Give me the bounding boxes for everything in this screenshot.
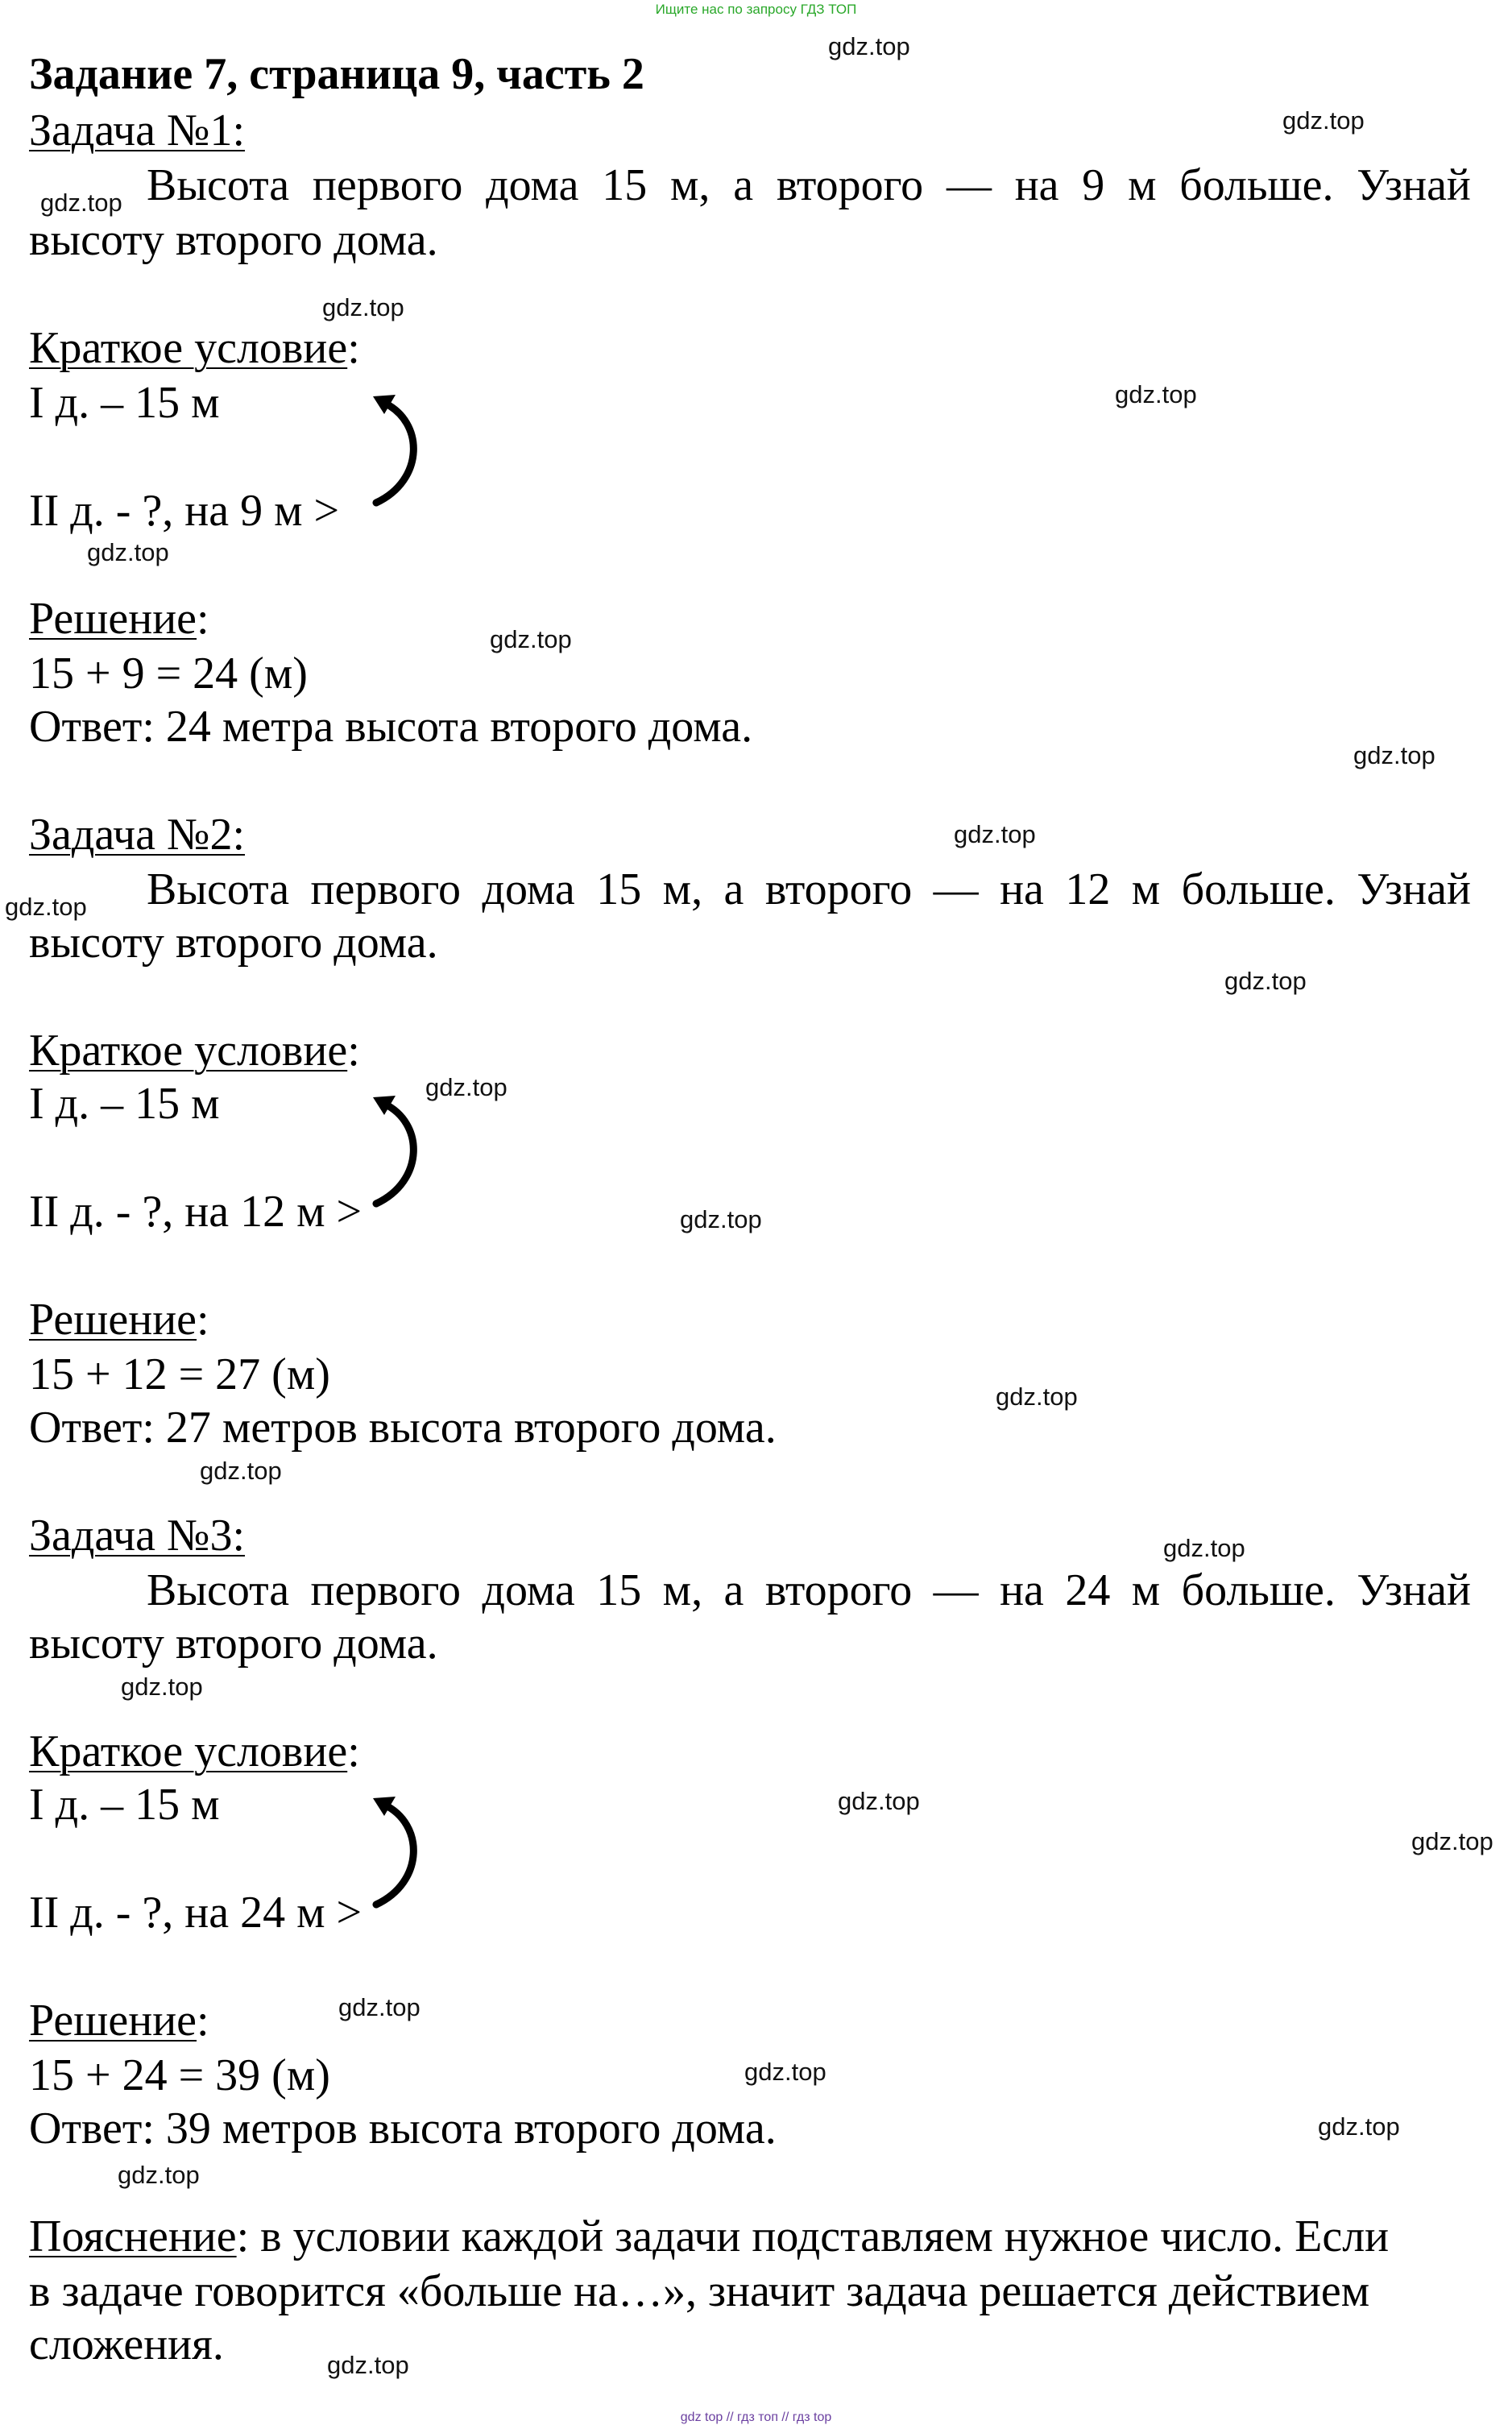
watermark: gdz.top [327,2351,409,2379]
colon: : [347,1727,360,1776]
task-1-problem-line2: высоту второго дома. [29,215,438,265]
watermark: gdz.top [1353,741,1435,769]
task-2-problem-line2: высоту второго дома. [29,918,438,968]
word: Высота [147,160,290,210]
watermark: gdz.top [838,1787,920,1815]
task-3-answer: Ответ: 39 метров высота второго дома. [29,2104,777,2153]
task-1-first-house: I д. – 15 м [29,378,220,428]
task-2-heading-text: Задача №2: [29,810,246,860]
solution-label-text: Решение [29,1996,197,2046]
short-condition-label-text: Краткое условие [29,323,348,373]
task-3-solution-label [29,1993,1479,2048]
watermark: gdz.top [322,293,404,321]
colon: : [197,594,209,644]
task-2-heading [29,807,1479,862]
word: первого [310,1565,462,1615]
task-3-problem-line2: высоту второго дома. [29,1619,438,1668]
footer[interactable]: gdz top // гдз топ // гдз top [680,2410,832,2424]
task-2-first-house: I д. – 15 м [29,1079,220,1129]
task-3-heading [29,1508,1479,1563]
watermark: gdz.top [40,189,122,217]
solution-label-text: Решение [29,1295,197,1345]
explanation-label: Пояснение [29,2212,237,2261]
word: 24 [1065,1565,1111,1615]
word: Высота [147,1565,290,1615]
word: Узнай [1357,160,1471,210]
word: Высота [147,864,290,914]
word: первого [310,864,462,914]
task-1-answer: Ответ: 24 метра высота второго дома. [29,702,753,752]
task-2-short-condition-label [29,1023,1479,1078]
word: а [723,864,744,914]
watermark: gdz.top [1318,2112,1400,2141]
word: больше. [1181,864,1336,914]
task-1-second-house: II д. - ?, на 9 м > [29,486,340,536]
word: на [1000,1565,1044,1615]
task-3-short-condition-label [29,1724,1479,1779]
word: м [1131,864,1161,914]
task-1-solution-label [29,591,1479,646]
word: 9 [1082,160,1105,210]
watermark: gdz.top [1163,1534,1245,1562]
task-2-equation: 15 + 12 = 27 (м) [29,1349,330,1399]
explanation-line-1 [29,2209,1479,2264]
watermark: gdz.top [954,820,1036,848]
colon: : [197,1996,209,2046]
word: м [1128,160,1157,210]
task-2-problem-line1 [29,862,1471,917]
word: первого [312,160,463,210]
task-2-solution-label [29,1292,1479,1347]
word: м, [662,864,703,914]
watermark: gdz.top [490,625,572,653]
word: м [1131,1565,1161,1615]
word: 15 [596,1565,642,1615]
word: Узнай [1357,864,1471,914]
colon: : [347,1026,360,1076]
task-1-heading [29,103,1479,158]
task-1-problem-line1 [29,158,1471,213]
colon: : [347,323,360,373]
task-1-short-condition-label [29,321,1479,375]
explanation-line-2: в задаче говорится «больше на…», значит задача решается действием [29,2266,1370,2316]
explanation-line-3: сложения. [29,2319,224,2369]
watermark: gdz.top [87,538,169,566]
word: на [1000,864,1044,914]
word: — [946,160,992,210]
task-3-first-house: I д. – 15 м [29,1780,220,1830]
word: дома [482,864,575,914]
task-1-heading-text: Задача №1: [29,106,246,155]
watermark: gdz.top [744,2058,826,2086]
task-3-problem-line1 [29,1563,1471,1618]
word: 15 [602,160,648,210]
word: 12 [1065,864,1111,914]
watermark: gdz.top [1411,1827,1493,1855]
watermark: gdz.top [200,1457,282,1485]
task-3-second-house: II д. - ?, на 24 м > [29,1888,362,1938]
explanation-text: : в условии каждой задачи подставляем нужное число. Если [236,2212,1390,2261]
word: больше. [1179,160,1334,210]
watermark: gdz.top [1224,967,1307,995]
top-banner[interactable]: Ищите нас по запросу ГДЗ ТОП [655,2,857,17]
watermark: gdz.top [1282,106,1365,135]
watermark: gdz.top [425,1073,507,1101]
word: — [933,1565,979,1615]
word: 15 [596,864,642,914]
word: больше. [1181,1565,1336,1615]
word: а [723,1565,744,1615]
watermark: gdz.top [5,893,87,921]
word: второго [764,1565,913,1615]
word: второго [776,160,924,210]
watermark: gdz.top [1115,380,1197,408]
task-1-equation: 15 + 9 = 24 (м) [29,649,308,698]
task-3-heading-text: Задача №3: [29,1511,246,1561]
word: м, [662,1565,703,1615]
task-2-second-house: II д. - ?, на 12 м > [29,1187,362,1237]
word: второго [764,864,913,914]
word: а [733,160,754,210]
word: Узнай [1357,1565,1471,1615]
word: дома [486,160,579,210]
colon: : [197,1295,209,1345]
word: дома [482,1565,575,1615]
watermark: gdz.top [996,1382,1078,1411]
solution-label-text: Решение [29,594,197,644]
short-condition-label-text: Краткое условие [29,1727,348,1776]
watermark: gdz.top [121,1673,203,1701]
short-condition-label-text: Краткое условие [29,1026,348,1076]
word: м, [669,160,710,210]
watermark: gdz.top [680,1205,762,1233]
page-title: Задание 7, страница 9, часть 2 [29,49,644,99]
watermark: gdz.top [338,1993,420,2021]
watermark: gdz.top [828,32,910,60]
word: — [933,864,979,914]
task-2-answer: Ответ: 27 метров высота второго дома. [29,1403,777,1453]
watermark: gdz.top [118,2161,200,2189]
task-3-equation: 15 + 24 = 39 (м) [29,2050,330,2100]
word: на [1014,160,1059,210]
